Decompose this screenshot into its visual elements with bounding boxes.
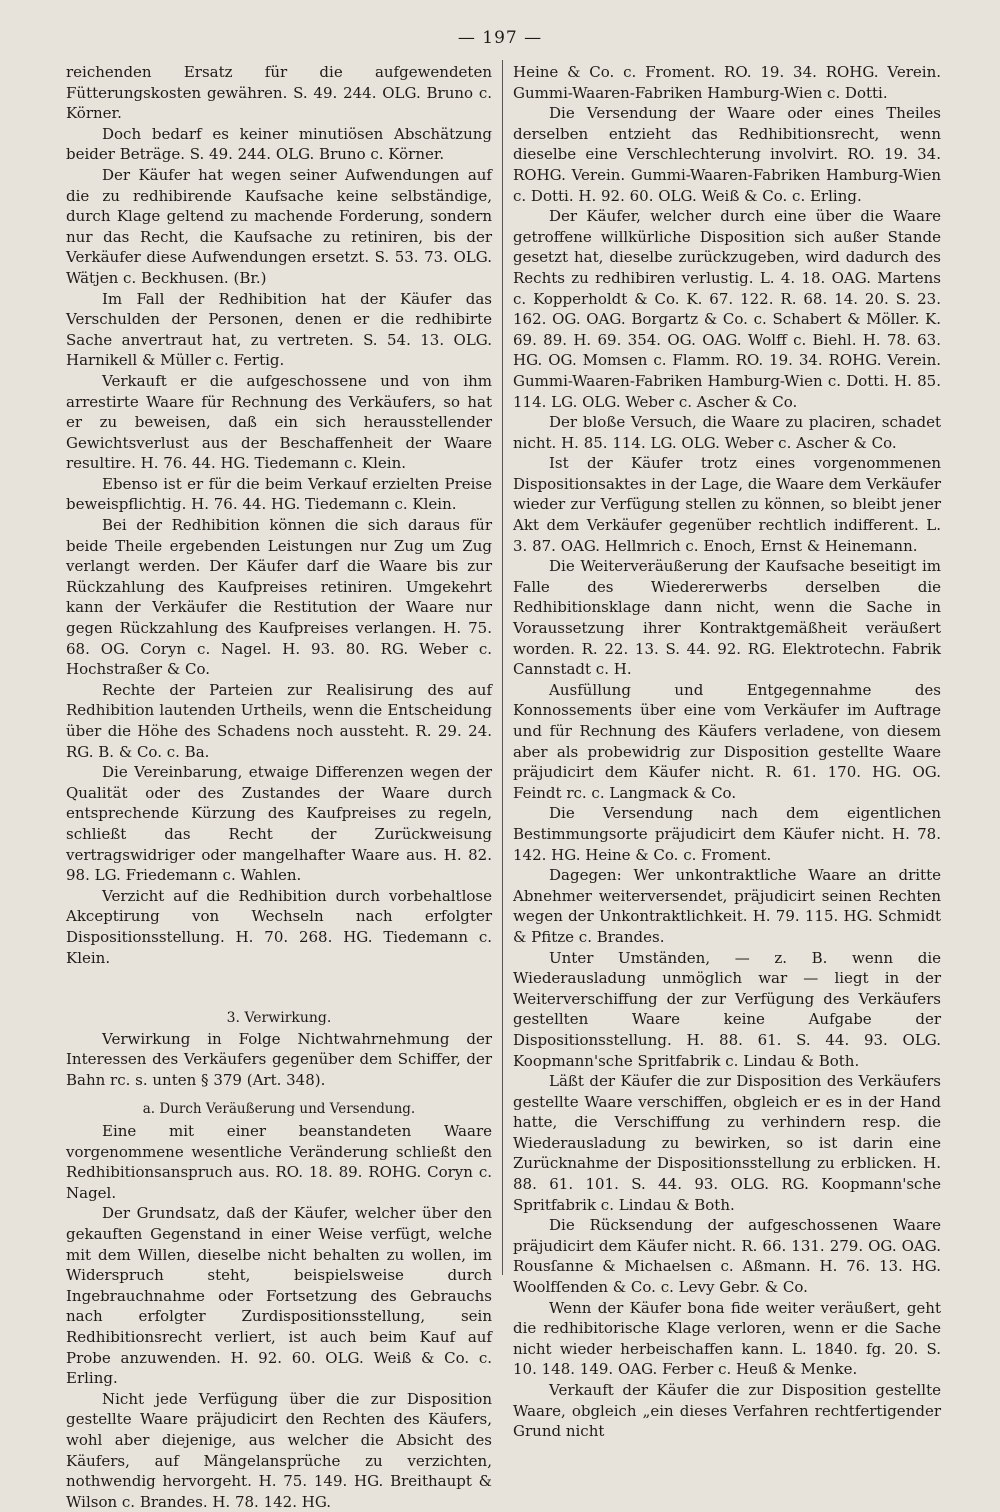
paragraph: Doch bedarf es keiner minutiösen Abschätzung beider Beträge. S. 49. 244. OLG. Bruno c. Körner. <box>66 124 492 164</box>
paragraph: Läßt der Käufer die zur Disposition des Verkäufers gestellte Waare verschiffen, obgleich er es in der Hand hatte, die Verschiffung zu verhindern resp. die Wiederausladung zu bewirken, so ist darin eine Zurücknahme der Dispositionsstellung zu erblicken. H. 88. 61. 101. S. 44. 93. OLG. RG. Koopmann'sche Spritfabrik c. Lindau & Both. <box>513 1072 941 1214</box>
paragraph: Verkauft er die aufgeschossene und von ihm arrestirte Waare für Rechnung des Verkäufers, so hat er zu beweisen, daß ein sich herausstellender Gewichtsverlust aus der Beschaffenheit der Waare resultire. H. 76. 44. HG. Tiedemann c. Klein. <box>66 371 492 473</box>
paragraph: Wenn der Käufer bona fide weiter veräußert, geht die redhibitorische Klage verloren, wenn er die Sache nicht wieder herbeischaffen kann. L. 1840. fg. 20. S. 10. 148. 149. OAG. Ferber c. Heuß & Menke. <box>513 1298 941 1379</box>
paragraph: Die Versendung der Waare oder eines Theiles derselben entzieht das Redhibitionsrecht, wenn dieselbe eine Verschlechterung involvirt. RO. 19. 34. ROHG. Verein. Gummi-Waaren-Fabriken Hamburg-Wien c. Dotti. H. 92. 60. OLG. Weiß & Co. c. Erling. <box>513 104 941 205</box>
paragraph: Ebenso ist er für die beim Verkauf erzielten Preise beweispflichtig. H. 76. 44. HG. Tiedemann c. Klein. <box>66 474 492 514</box>
paragraph: Der bloße Versuch, die Waare zu placiren, schadet nicht. H. 85. 114. LG. OLG. Weber c. Ascher & Co. <box>513 413 941 452</box>
paragraph: Die Vereinbarung, etwaige Differenzen wegen der Qualität oder des Zustandes der Waare durch entsprechende Kürzung des Kaufpreises zu regeln, schließt das Recht der Zurückweisung vertragswidriger oder mangelhafter Waare aus. H. 82. 98. LG. Friedemann c. Wahlen. <box>66 763 492 885</box>
paragraph: Nicht jede Verfügung über die zur Disposition gestellte Waare präjudicirt den Rechten des Käufers, wohl aber diejenige, aus welcher die Absicht des Käufers, auf Mängelansprüche zu verzichten, nothwendig hervorgeht. H. 75. 149. HG. Breithaupt & Wilson c. Brandes. H. 78. 142. HG. <box>66 1389 492 1511</box>
paragraph: Ausfüllung und Entgegennahme des Konnossements über eine vom Verkäufer im Auftrage und für Rechnung des Käufers verladene, von diesem aber als probewidrig zur Disposition gestellte Waare präjudicirt dem Käufer nicht. R. 61. 170. HG. OG. Feindt rc. c. Langmack & Co. <box>513 680 941 802</box>
paragraph: Eine mit einer beanstandeten Waare vorgenommene wesentliche Veränderung schließt den Redhibitionsanspruch aus. RO. 18. 89. ROHG. Coryn c. Nagel. <box>66 1122 492 1202</box>
paragraph: Verwirkung in Folge Nichtwahrnehmung der Interessen des Verkäufers gegenüber dem Schiffer, der Bahn rc. s. unten § 379 (Art. 348). <box>66 1029 492 1089</box>
paragraph: Die Weiterveräußerung der Kaufsache beseitigt im Falle des Wiedererwerbs derselben die Redhibitionsklage dann nicht, wenn die Sache in Voraussetzung ihrer Kontraktgemäßheit veräußert worden. R. 22. 13. S. 44. 92. RG. Elektrotechn. Fabrik Cannstadt c. H. <box>513 557 941 679</box>
paragraph: Rechte der Parteien zur Realisirung des auf Redhibition lautenden Urtheils, wenn die Entscheidung über die Höhe des Schadens noch aussteht. R. 29. 24. RG. B. & Co. c. Ba. <box>66 680 492 761</box>
paragraph: Dagegen: Wer unkontraktliche Waare an dritte Abnehmer weiterversendet, präjudicirt seinen Rechten wegen der Unkontraktlichkeit. H. 79. 115. HG. Schmidt & Pfitze c. Brandes. <box>513 866 941 946</box>
paragraph: Im Fall der Redhibition hat der Käufer das Verschulden der Personen, denen er die redhibirte Sache anvertraut hat, zu vertreten. S. 54. 13. OLG. Harnikell & Müller c. Fertig. <box>66 289 492 370</box>
paragraph: Ist der Käufer trotz eines vorgenommenen Dispositionsaktes in der Lage, die Waare dem Verkäufer wieder zur Verfügung stellen zu können, so bleibt jener Akt dem Verkäufer gegenüber rechtlich indifferent. L. 3. 87. OAG. Hellmrich c. Enoch, Ernst & Heinemann. <box>513 454 941 555</box>
paragraph <box>66 968 492 998</box>
paragraph: Der Käufer hat wegen seiner Aufwendungen auf die zu redhibirende Kaufsache keine selbständige, durch Klage geltend zu machende Forderung, sondern nur das Recht, die Kaufsache zu retiniren, bis der Verkäufer diese Aufwendungen ersetzt. S. 53. 73. OLG. Wätjen c. Beckhusen. (Br.) <box>66 165 492 287</box>
paragraph: Die Rücksendung der aufgeschossenen Waare präjudicirt dem Käufer nicht. R. 66. 131. 279. OG. OAG. Rousſanne & Michaelsen c. Aßmann. H. 76. 13. HG. Woolfſenden & Co. c. Levy Gebr. & Co. <box>513 1216 941 1297</box>
paragraph: Die Versendung nach dem eigentlichen Bestimmungsorte präjudicirt dem Käufer nicht. H. 78. 142. HG. Heine & Co. c. Froment. <box>513 804 941 864</box>
paragraph: Verkauft der Käufer die zur Disposition gestellte Waare, obgleich „ein dieses Verfahren rechtfertigender Grund nicht <box>513 1381 941 1441</box>
section-heading: 3. Verwirkung. <box>226 1010 332 1027</box>
right-column <box>513 62 941 1442</box>
section-heading: a. Durch Veräußerung und Versendung. <box>142 1100 416 1117</box>
paragraph: Unter Umständen, — z. B. wenn die Wiederausladung unmöglich war — liegt in der Weiterverschiffung der zur Verfügung des Verkäufers gestellten Waare keine Aufgabe der Dispositionsstellung. H. 88. 61. S. 44. 93. OLG. Koopmann'sche Spritfabrik c. Lindau & Both. <box>513 948 941 1070</box>
paragraph: Der Käufer, welcher durch eine über die Waare getroffene willkürliche Disposition sich außer Stande gesetzt hat, dieselbe zurückzugeben, wird dadurch des Rechts zu redhibiren verlustig. L. 4. 18. OAG. Martens c. Kopperholdt & Co. K. 67. 122. R. 68. 14. 20. S. 23. 162. OG. OAG. Borgartz & Co. c. Schabert & Möller. K. 69. 89. H. 69. 354. OG. OAG. Wolff c. Biehl. H. 78. 63. HG. OG. Momsen c. Flamm. RO. 19. 34. ROHG. Verein. Gummi-Waaren-Fabriken Hamburg-Wien c. Dotti. H. 85. 114. LG. OLG. Weber c. Ascher & Co. <box>513 207 941 411</box>
paragraph: Verzicht auf die Redhibition durch vorbehaltlose Akceptirung von Wechseln nach erfolgter Dispositionsstellung. H. 70. 268. HG. Tiedemann c. Klein. <box>66 886 492 967</box>
paragraph: reichenden Ersatz für die aufgewendeten Fütterungskosten gewähren. S. 49. 244. OLG. Bruno c. Körner. <box>66 63 492 123</box>
paragraph: Der Grundsatz, daß der Käufer, welcher über den gekauften Gegenstand in einer Weise verfügt, welche mit dem Willen, dieselbe nicht behalten zu wollen, im Widerspruch steht, beispielsweise durch Ingebrauchnahme oder Fortsetzung des Gebrauchs nach erfolgter Zurdispositionsstellung, sein Redhibitionsrecht verliert, ist auch beim Kauf auf Probe anzuwenden. H. 92. 60. OLG. Weiß & Co. c. Erling. <box>66 1204 492 1388</box>
paragraph: Bei der Redhibition können die sich daraus für beide Theile ergebenden Leistungen nur Zug um Zug verlangt werden. Der Käufer darf die Waare bis zur Rückzahlung des Kaufpreises retiniren. Umgekehrt kann der Verkäufer die Restitution der Waare nur gegen Rückzahlung des Kaufpreises verlangen. H. 75. 68. OG. Coryn c. Nagel. H. 93. 80. RG. Weber c. Hochstraßer & Co. <box>66 516 492 679</box>
paragraph: Heine & Co. c. Froment. RO. 19. 34. ROHG. Verein. Gummi-Waaren-Fabriken Hamburg-Wien c. Dotti. <box>513 63 941 102</box>
column-divider <box>502 60 503 1275</box>
page-number: — 197 — <box>457 28 543 48</box>
left-column <box>66 62 492 1512</box>
